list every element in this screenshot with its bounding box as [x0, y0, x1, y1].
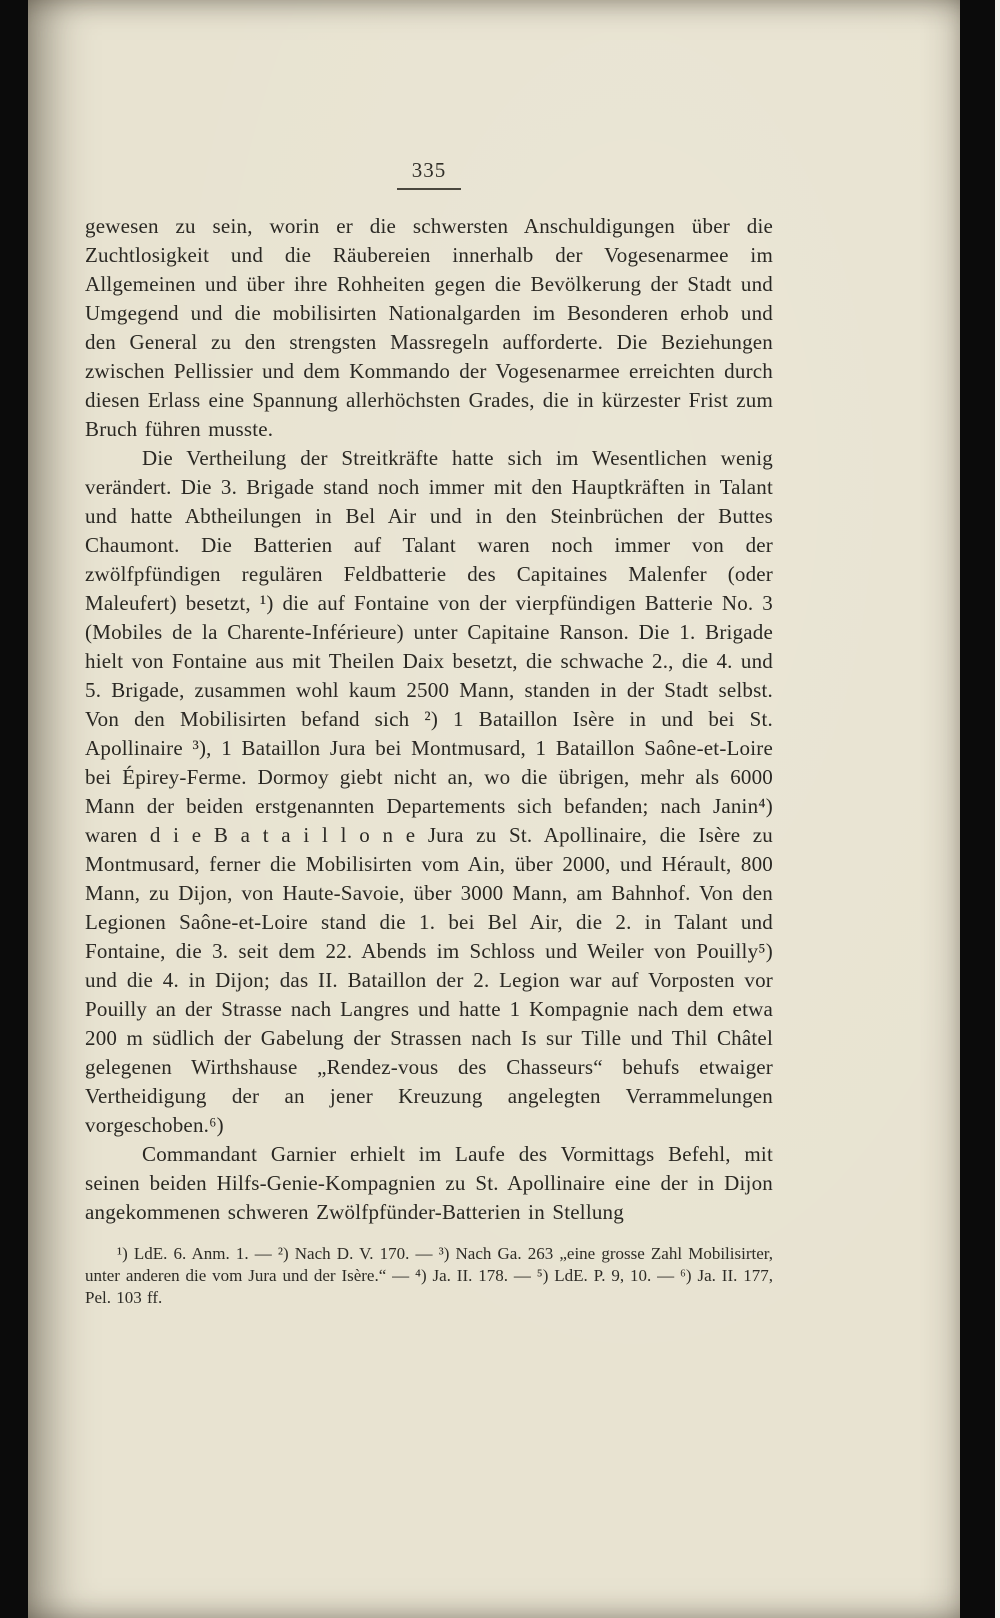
book-page-paper: [28, 0, 960, 1618]
body-paragraph-1: gewesen zu sein, worin er die schwersten Anschuldigungen über die Zuchtlosigkeit und die Räubereien innerhalb der Vogesenarmee im Allgemeinen und über ihre Rohheiten gegen die Bevölkerung der Stadt und Umgegend und die mobilisirten Nationalgarden im Besonderen erhob und den General zu den strengsten Massregeln aufforderte. Die Beziehungen zwischen Pellissier und dem Kommando der Vogesenarmee erreichten durch diesen Erlass eine Spannung allerhöchsten Grades, die in kürzester Frist zum Bruch führen musste.: [85, 214, 773, 441]
page-header: [85, 158, 773, 190]
page-content: [85, 0, 773, 1309]
page-number-rule: [397, 188, 461, 190]
body-text: [85, 212, 773, 1227]
body-paragraph-2: Die Vertheilung der Streitkräfte hatte sich im Wesentlichen wenig verändert. Die 3. Brigade stand noch immer mit den Hauptkräften in Talant und hatte Abtheilungen in Bel Air und in den Steinbrüchen der Buttes Chaumont. Die Batterien auf Talant waren noch immer von der zwölfpfündigen regulären Feldbatterie des Capitaines Malenfer (oder Maleufert) besetzt, ¹) die auf Fontaine von der vierpfündigen Batterie No. 3 (Mobiles de la Charente-Inférieure) unter Capitaine Ranson. Die 1. Brigade hielt von Fontaine aus mit Theilen Daix besetzt, die schwache 2., die 4. und 5. Brigade, zusammen wohl kaum 2500 Mann, standen in der Stadt selbst. Von den Mobilisirten befand sich ²) 1 Bataillon Isère in und bei St. Apollinaire ³), 1 Bataillon Jura bei Montmusard, 1 Bataillon Saône-et-Loire bei Épirey-Ferme. Dormoy giebt nicht an, wo die übrigen, mehr als 6000 Mann der beiden erstgenannten Departements sich befanden; nach Janin⁴) waren d i e B a t a i l l o n e Jura zu St. Apollinaire, die Isère zu Montmusard, ferner die Mobilisirten vom Ain, über 2000, und Hérault, 800 Mann, zu Dijon, von Haute-Savoie, über 3000 Mann, am Bahnhof. Von den Legionen Saône-et-Loire stand die 1. bei Bel Air, die 2. in Talant und Fontaine, die 3. seit dem 22. Abends im Schloss und Weiler von Pouilly⁵) und die 4. in Dijon; das II. Bataillon der 2. Legion war auf Vorposten vor Pouilly an der Strasse nach Langres und hatte 1 Kompagnie nach dem etwa 200 m südlich der Gabelung der Strassen nach Is sur Tille und Thil Châtel gelegenen Wirthshause „Rendez-vous des Chasseurs“ behufs etwaiger Vertheidigung der an jener Kreuzung angelegten Verrammelungen vorgeschoben.⁶): [85, 446, 773, 1137]
scanner-edge-strip: [995, 0, 1000, 1618]
page-number: 335: [411, 158, 447, 182]
footnotes: ¹) LdE. 6. Anm. 1. — ²) Nach D. V. 170. — ³) Nach Ga. 263 „eine grosse Zahl Mobilisirter, unter anderen die vom Jura und der Isère.“ — ⁴) Ja. II. 178. — ⁵) LdE. P. 9, 10. — ⁶) Ja. II. 177, Pel. 103 ff.: [85, 1244, 773, 1307]
body-paragraph-3: Commandant Garnier erhielt im Laufe des Vormittags Befehl, mit seinen beiden Hilfs-Genie-Kompagnien zu St. Apollinaire eine der in Dijon angekommenen schweren Zwölfpfünder-Batterien in Stellung: [85, 1142, 773, 1224]
